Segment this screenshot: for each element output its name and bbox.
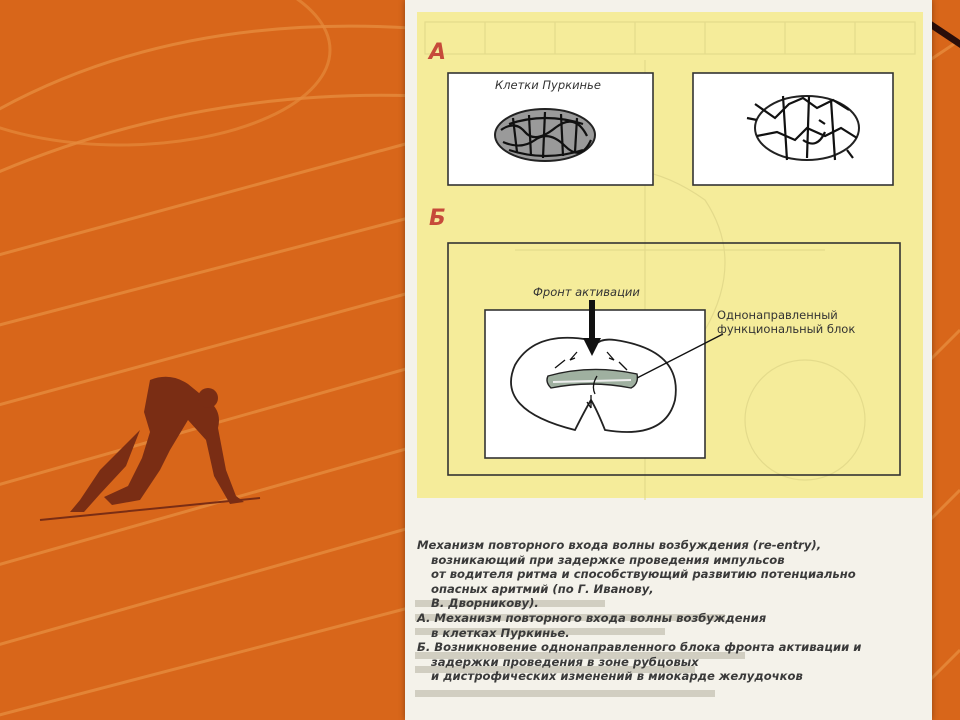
caption-title-line: Механизм повторного входа волны возбуждения (re-entry), — [417, 538, 822, 552]
functional-block-label-1: Однонаправленный — [717, 308, 838, 322]
purkinje-cells-label: Клетки Пуркинье — [495, 78, 601, 92]
caption-item-b-line: и дистрофических изменений в миокарде желудочков — [431, 669, 803, 684]
functional-block-label-2: функциональный блок — [717, 322, 856, 336]
caption-item-a-line: А. Механизм повторного входа волны возбуждения — [417, 610, 767, 625]
caption-title-line: В. Дворникову). — [431, 596, 539, 611]
section-b-letter: Б — [429, 206, 446, 231]
section-a-letter: А — [429, 40, 447, 65]
caption-title-line: от водителя ритма и способствующий развитию потенциально — [431, 567, 856, 582]
caption-title-line: опасных аритмий (по Г. Иванову, — [431, 581, 654, 596]
activation-front-label: Фронт активации — [533, 285, 640, 299]
caption-item-b-line: задержки проведения в зоне рубцовых — [431, 654, 699, 669]
caption-title-line: возникающий при задержке проведения импульсов — [431, 552, 785, 567]
caption-item-a-line: в клетках Пуркинье. — [431, 625, 570, 640]
textbook-scan — [405, 0, 932, 720]
caption-item-b-line: Б. Возникновение однонаправленного блока фронта активации и — [417, 640, 862, 655]
figure-caption — [417, 538, 925, 684]
